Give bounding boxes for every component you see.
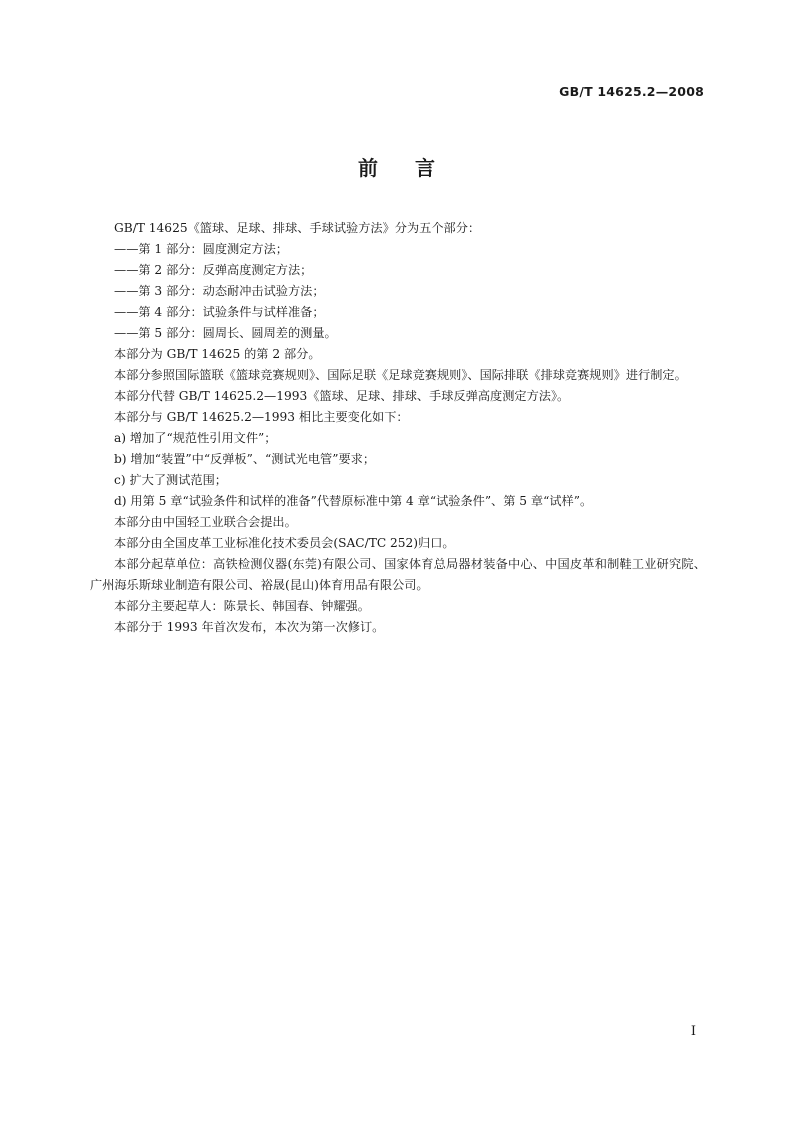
part-list-item-4: ——第 4 部分：试验条件与试样准备； <box>114 305 325 319</box>
proposer-paragraph: 本部分由中国轻工业联合会提出。 <box>114 515 297 529</box>
page-number: I <box>690 1024 696 1039</box>
change-item-d: d) 用第 5 章“试验条件和试样的准备”代替原标准中第 4 章“试验条件”、第 5 章“试样”。 <box>114 494 593 508</box>
part-list-item-3: ——第 3 部分：动态耐冲击试验方法； <box>114 284 325 298</box>
drafters-paragraph: 本部分主要起草人：陈景长、韩国春、钟耀强。 <box>114 599 370 613</box>
title-part-2: 言 <box>415 156 436 180</box>
page-title <box>0 152 794 181</box>
history-paragraph: 本部分于 1993 年首次发布，本次为第一次修订。 <box>114 620 385 634</box>
title-part-1: 前 <box>358 156 379 180</box>
change-item-a: a) 增加了“规范性引用文件”； <box>114 431 277 445</box>
drafting-units-paragraph: 本部分起草单位：高铁检测仪器(东莞)有限公司、国家体育总局器材装备中心、中国皮革和制鞋工业研究院、广州海乐斯球业制造有限公司、裕晟(昆山)体育用品有限公司。 <box>90 557 706 592</box>
reference-paragraph: 本部分参照国际篮联《篮球竞赛规则》、国际足联《足球竞赛规则》、国际排联《排球竞赛规则》进行制定。 <box>114 368 687 382</box>
part-statement: 本部分为 GB/T 14625 的第 2 部分。 <box>114 347 321 361</box>
committee-paragraph: 本部分由全国皮革工业标准化技术委员会(SAC/TC 252)归口。 <box>114 536 455 550</box>
standard-number: GB/T 14625.2—2008 <box>559 84 704 99</box>
foreword-body <box>90 218 706 638</box>
part-list-item-5: ——第 5 部分：圆周长、圆周差的测量。 <box>114 326 337 340</box>
change-item-b: b) 增加“装置”中“反弹板”、“测试光电管”要求； <box>114 452 376 466</box>
part-list-item-2: ——第 2 部分：反弹高度测定方法； <box>114 263 313 277</box>
changes-intro: 本部分与 GB/T 14625.2—1993 相比主要变化如下： <box>114 410 409 424</box>
intro-paragraph: GB/T 14625《篮球、足球、排球、手球试验方法》分为五个部分： <box>114 221 481 235</box>
replacement-paragraph: 本部分代替 GB/T 14625.2—1993《篮球、足球、排球、手球反弹高度测定方法》。 <box>114 389 570 403</box>
part-list-item-1: ——第 1 部分：圆度测定方法； <box>114 242 288 256</box>
change-item-c: c) 扩大了测试范围； <box>114 473 227 487</box>
